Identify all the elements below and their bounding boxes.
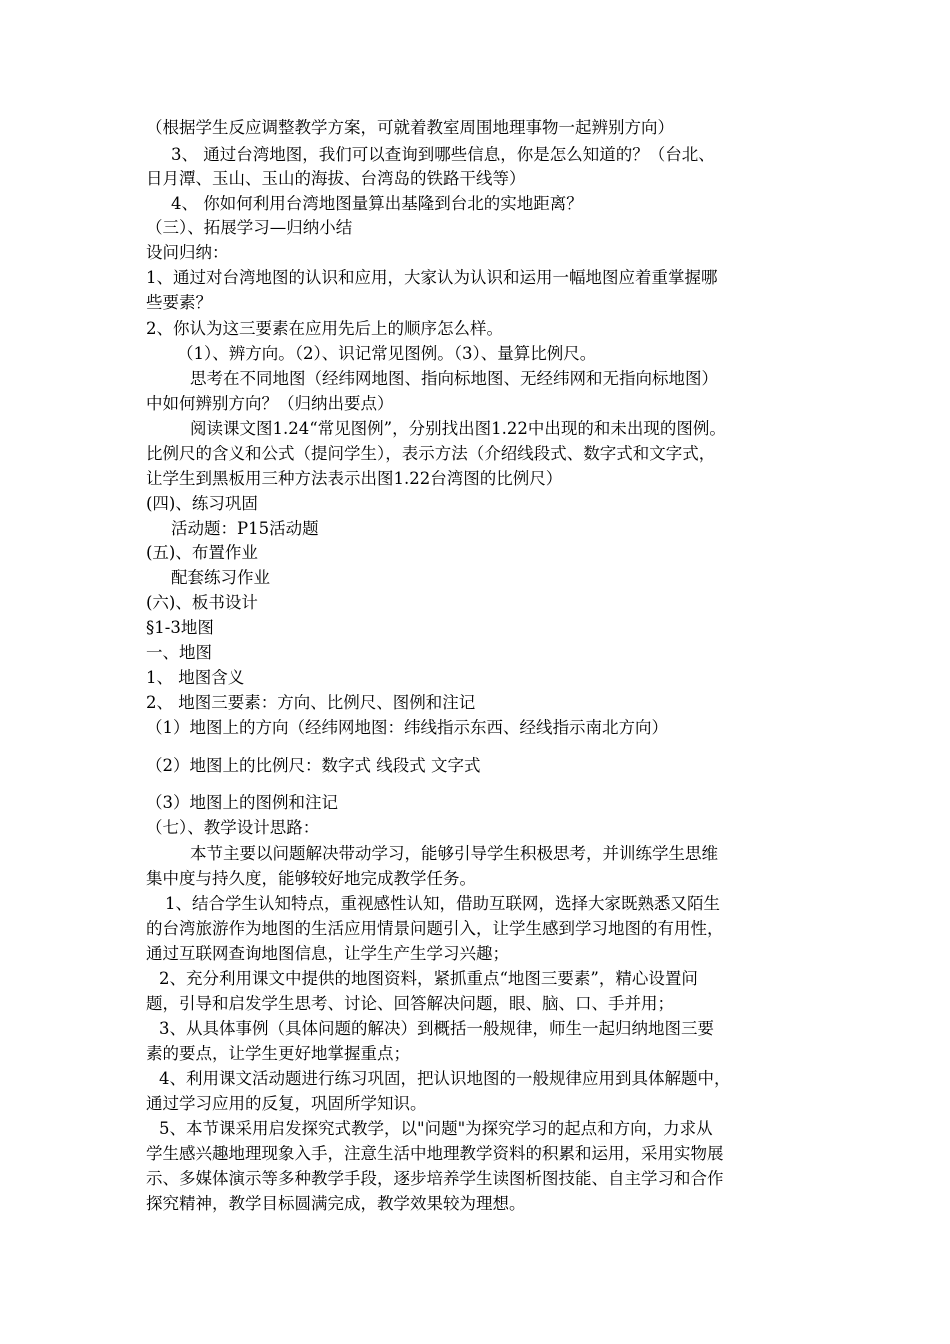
text-line: （2）地图上的比例尺：数字式 线段式 文字式 xyxy=(146,756,481,775)
text-line: 比例尺的含义和公式（提问学生），表示方法（介绍线段式、数字式和文字式， xyxy=(146,444,716,463)
section-heading: (六)、板书设计 xyxy=(146,593,258,612)
section-heading: （三）、拓展学习—归纳小结 xyxy=(146,218,353,237)
text-line: 素的要点，让学生更好地掌握重点； xyxy=(146,1044,410,1063)
text-line: （3）地图上的图例和注记 xyxy=(146,793,338,812)
text-line: 题，引导和启发学生思考、讨论、回答解决问题，眼、脑、口、手并用； xyxy=(146,994,674,1013)
text-line: 3、从具体事例（具体问题的解决）到概括一般规律，师生一起归纳地图三要 xyxy=(159,1019,714,1038)
text-line: 学生感兴趣地理现象入手，注意生活中地理教学资料的积累和运用，采用实物展 xyxy=(146,1144,724,1163)
text-line: 探究精神，教学目标圆满完成，教学效果较为理想。 xyxy=(146,1194,526,1213)
text-line: （1）、辨方向。（2）、识记常见图例。（3）、量算比例尺。 xyxy=(177,344,597,363)
text-line: 通过互联网查询地图信息，让学生产生学习兴趣； xyxy=(146,944,509,963)
text-line: 2、充分利用课文中提供的地图资料，紧抓重点“地图三要素”，精心设置问 xyxy=(159,969,698,988)
text-line: 设问归纳： xyxy=(146,243,229,262)
text-line: 1、 地图含义 xyxy=(146,668,245,687)
section-heading: (五)、布置作业 xyxy=(146,543,258,562)
text-line: 4、利用课文活动题进行练习巩固，把认识地图的一般规律应用到具体解题中， xyxy=(159,1069,731,1088)
text-line: 2、 地图三要素：方向、比例尺、图例和注记 xyxy=(146,693,476,712)
text-line: §1-3地图 xyxy=(146,618,214,637)
text-line: 活动题：P15活动题 xyxy=(171,519,319,538)
text-line: 些要素？ xyxy=(146,293,212,312)
text-line: 思考在不同地图（经纬网地图、指向标地图、无经纬网和无指向标地图） xyxy=(190,369,718,388)
text-line: （1）地图上的方向（经纬网地图：纬线指示东西、经线指示南北方向） xyxy=(146,718,668,737)
section-heading: （七）、教学设计思路： xyxy=(146,818,320,837)
text-line: 让学生到黑板用三种方法表示出图1.22台湾图的比例尺） xyxy=(146,469,563,488)
text-line: 4、 你如何利用台湾地图量算出基隆到台北的实地距离？ xyxy=(171,194,583,213)
text-line: 5、本节课采用启发探究式教学，以"问题"为探究学习的起点和方向，力求从 xyxy=(159,1119,713,1138)
text-line: 中如何辨别方向？（归纳出要点） xyxy=(146,394,394,413)
text-line: 本节主要以问题解决带动学习，能够引导学生积极思考，并训练学生思维 xyxy=(190,844,718,863)
text-line: 3、 通过台湾地图，我们可以查询到哪些信息，你是怎么知道的？（台北、 xyxy=(171,145,715,164)
text-line: 1、通过对台湾地图的认识和应用，大家认为认识和运用一幅地图应着重掌握哪 xyxy=(146,268,718,287)
text-line: 1、结合学生认知特点，重视感性认知，借助互联网，选择大家既熟悉又陌生 xyxy=(165,894,720,913)
text-line: 集中度与持久度，能够较好地完成教学任务。 xyxy=(146,869,476,888)
text-line: 2、你认为这三要素在应用先后上的顺序怎么样。 xyxy=(146,319,503,338)
text-line: （根据学生反应调整教学方案，可就着教室周围地理事物一起辨别方向） xyxy=(146,118,674,137)
text-line: 通过学习应用的反复，巩固所学知识。 xyxy=(146,1094,427,1113)
text-line: 的台湾旅游作为地图的生活应用情景问题引入，让学生感到学习地图的有用性， xyxy=(146,919,724,938)
text-line: 一、地图 xyxy=(146,643,212,662)
text-line: 配套练习作业 xyxy=(171,568,270,587)
text-line: 阅读课文图1.24“常见图例”，分别找出图1.22中出现的和未出现的图例。 xyxy=(190,419,726,438)
text-line: 日月潭、玉山、玉山的海拔、台湾岛的铁路干线等） xyxy=(146,169,526,188)
text-line: 示、多媒体演示等多种教学手段，逐步培养学生读图析图技能、自主学习和合作 xyxy=(146,1169,724,1188)
section-heading: (四)、练习巩固 xyxy=(146,494,258,513)
